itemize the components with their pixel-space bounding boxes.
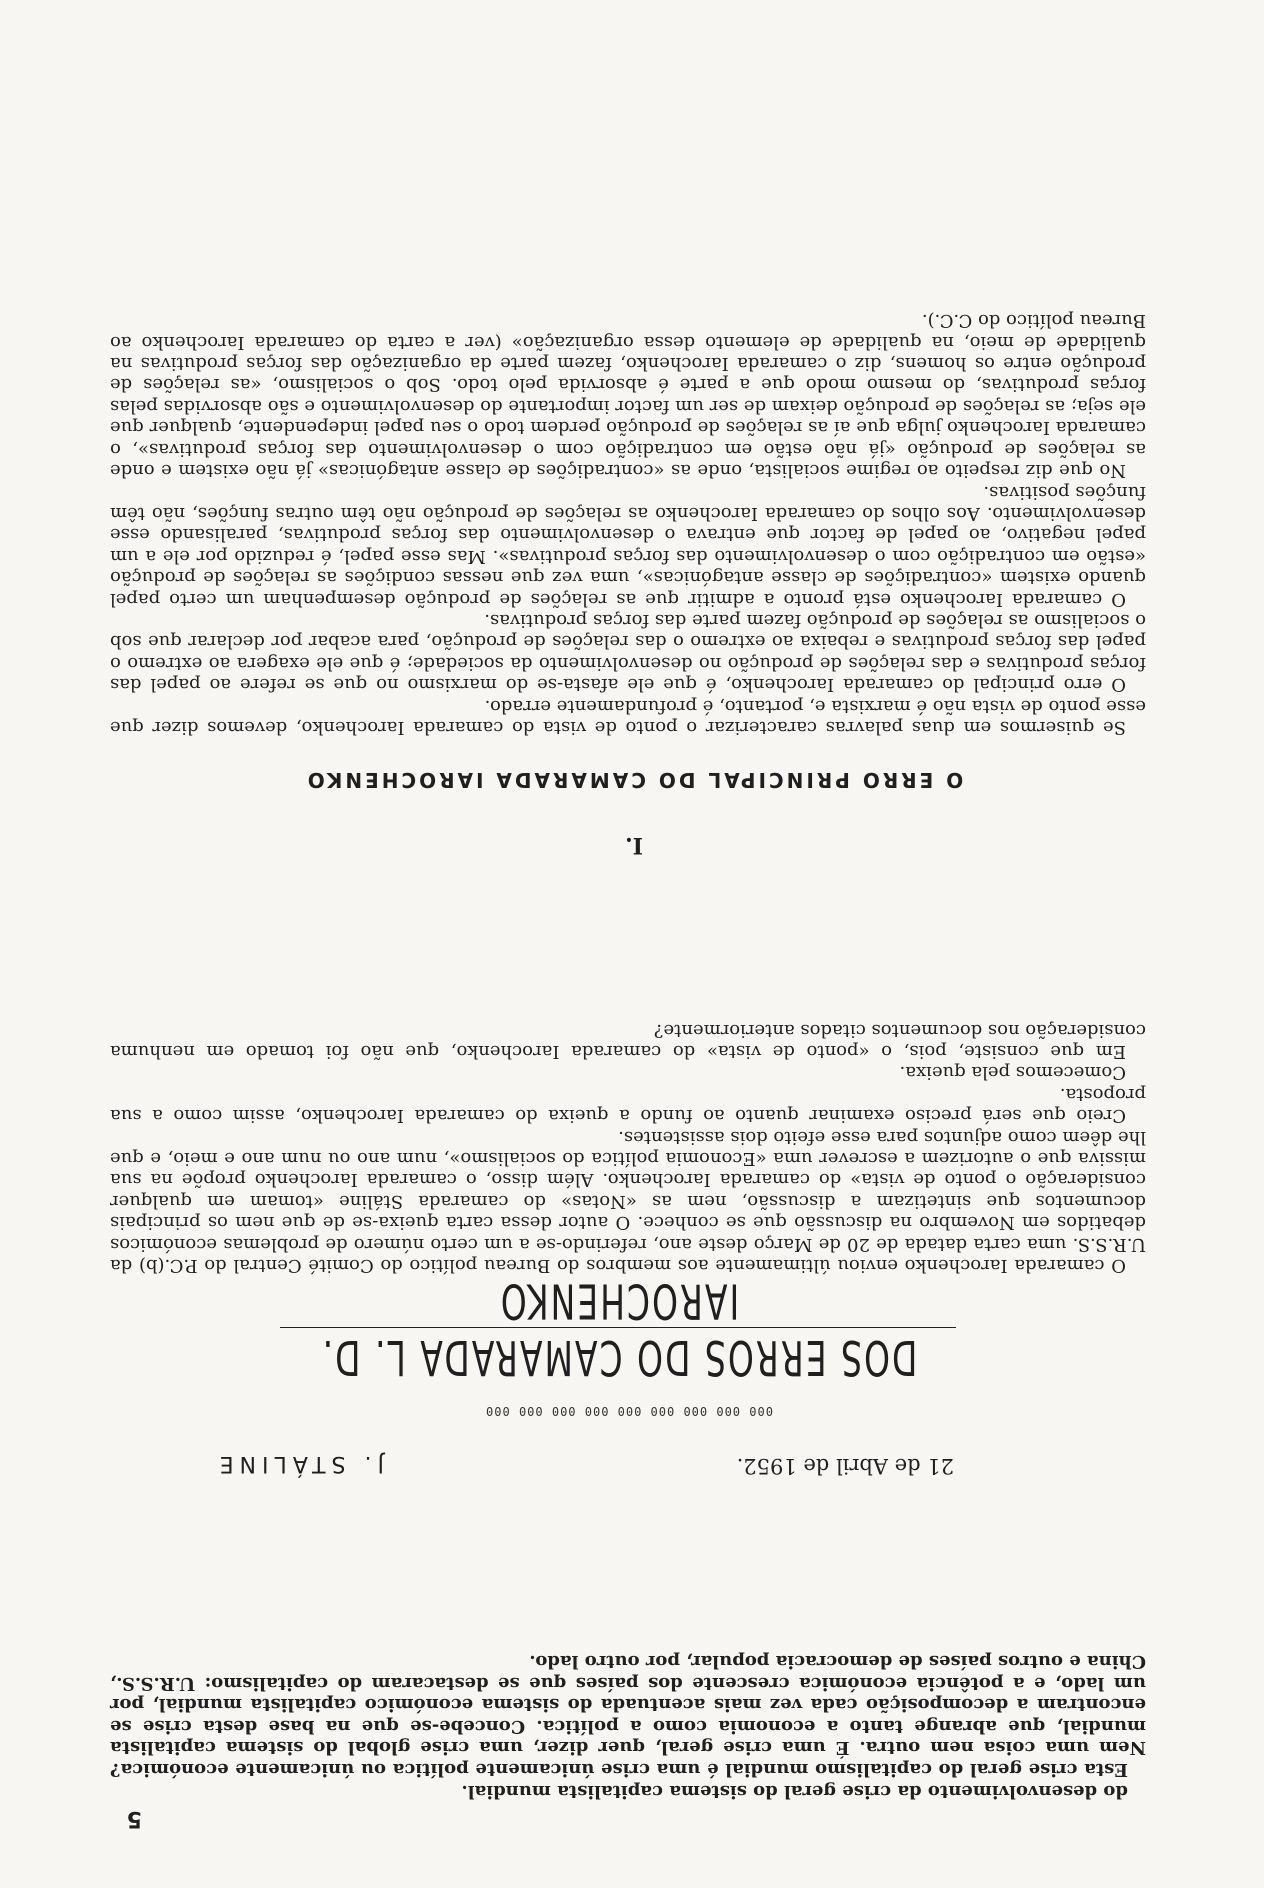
intro-section xyxy=(110,1019,1146,1276)
intro-section-paragraph: Comecemos pela queixa. xyxy=(899,1062,1126,1084)
section-number: I. xyxy=(625,832,643,858)
section-paragraph: O camarada Iarochenko está pronto a admitir que as relações de produção desempenham um certo papel quando existem «contradições de classe antagónicas», uma vez que nessas condições as relações de produção «estão em contradição com o desenvolvimento das forças produtivas». Mas esse papel, é reduzido por ele a um papel negativo, ao papel de factor que entrava o desenvolvimento das forças produtivas, paralisando esse desenvolvimento. Aos olhos do camarada Iarochenko as relações de produção não têm outras funções, não têm funções positivas. xyxy=(110,481,1146,610)
section-title: O ERRO PRINCIPAL DO CAMARADA IAROCHENKO xyxy=(304,768,964,792)
ornament-divider: 000 000 000 000 000 000 000 000 000 xyxy=(485,1404,773,1418)
intro-paragraph: Esta crise geral do capitalismo mundial é uma crise únicamente política ou únicamente económica? Nem uma coisa nem outra. É uma crise geral, quer dizer, uma crise global do sistema capitalista mundial, que abrange tanto a economia como a política. Concebe-se que na base desta crise se encontram a decomposição cada vez mais acentuada do sistema económico capitalista mundial, por um lado, e a potência económica crescente dos países que se destacaram do capitalismo: U.R.S.S., China e outros países de democracia popular, por outro lado. xyxy=(110,1651,1146,1780)
section-paragraph: No que diz respeito ao regime socialista, onde as «contradições de classe antagónicas» já não existem e onde as relações de produção «já não estão em contradição com o desenvolvimento das forças produtivas», o camarada Iarochenko julga que aí as relações de produção perdem todo o seu papel independente, qualquer que ele seja; as relações de produção deixam de ser um factor importante do desenvolvimento e são absorvidas pelas forças produtivas, do mesmo modo que a parte é absorvida pelo todo. Sob o socialismo, «as relações de produção entre os homens, diz o camarada Iarochenko, fazem parte da organização das forças produtivas na qualidade de meio, na qualidade de elemento dessa organização» (ver a carta do camarada Iarochenko ao Bureau político do C.C.). xyxy=(110,310,1146,482)
continuation-line: do desenvolvimento da crise geral do sistema capitalista mundial. xyxy=(461,1781,1128,1802)
article-title: DOS ERROS DO CAMARADA L. D. IAROCHENKO xyxy=(320,1272,918,1386)
page-number: 5 xyxy=(126,1806,142,1831)
intro-section-paragraph: Em que consiste, pois, o «ponto de vista» do camarada Iarochenko, que não foi tomado em nenhuma consideração nos documentos citados anteriormente? xyxy=(110,1019,1146,1062)
intro-section-paragraph: Creio que será preciso examinar quanto ao fundo a queixa do camarada Iarochenko, assim como a sua proposta. xyxy=(110,1083,1146,1127)
section-body xyxy=(110,310,1146,738)
letter-date: 21 de Abril de 1952. xyxy=(736,1454,954,1478)
title-underline xyxy=(280,1327,956,1328)
section-paragraph: Se quisermos em duas palavras caracterizar o ponto de vista do camarada Iarochenko, devemos dizer que esse ponto de vista não é marxista e, portanto, é profundamente errado. xyxy=(110,695,1146,738)
intro-section-paragraph: O camarada Iarochenko enviou últimamente aos membros do Bureau político do Comité Central do P.C.(b) da U.R.S.S. uma carta datada de 20 de Março deste ano, referindo-se a um certo número de problemas económicos debatidos em Novembro na discussão que se conhece. O autor dessa carta queixa-se de que nem os principais documentos que sintetizam a discussão, nem as «Notas» do camarada Stáline «tomam em qualquer consideração o ponto de vista» do camarada Iarochenko. Além disso, o camarada Iarochenko propõe na sua missiva que o autorizem a escrever uma «Economia política do socialismo», num ano ou num ano e meio, e que lhe dêem como adjuntos para esse efeito dois assistentes. xyxy=(110,1126,1146,1276)
section-paragraph: O erro principal do camarada Iarochenko, é que ele afasta-se do marxismo no que se refere ao papel das forças produtivas e das relações de produção no desenvolvimento da sociedade; é que ele exagera ao extremo o papel das forças produtivas e rebaixa ao extremo o das relações de produção, para acabar por declarar que sob o socialismo as relações de produção fazem parte das forças produtivas. xyxy=(110,609,1146,696)
author-signature: J. STÁLINE xyxy=(213,1451,384,1476)
